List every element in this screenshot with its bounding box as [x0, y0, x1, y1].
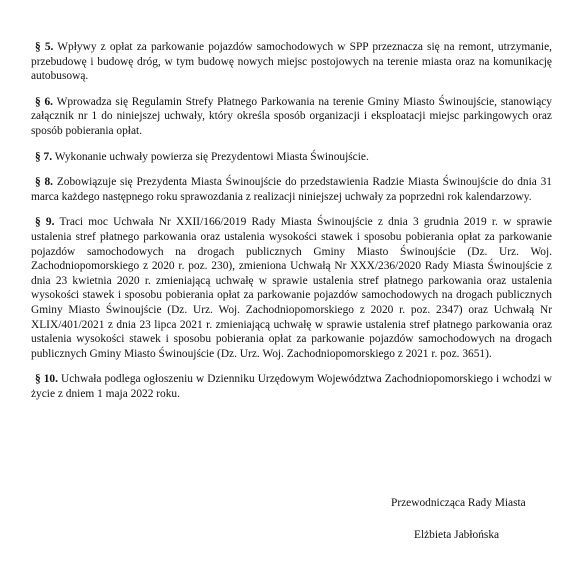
- paragraph-section-7: [31, 150, 552, 165]
- signatory-name: Elżbieta Jabłońska: [414, 529, 500, 541]
- paragraph-section-9: [31, 215, 552, 361]
- section-text: Zobowiązuje się Prezydenta Miasta Świnoujście do przedstawienia Radzie Miasta Świnoujście do dnia 31 marca każdego następnego roku sprawozdania z realizacji niniejszej uchwały za poprzedni rok kalendarzowy.: [31, 176, 552, 203]
- section-text: Traci moc Uchwała Nr XXII/166/2019 Rady Miasta Świnoujście z dnia 3 grudnia 2019 r. w sprawie ustalenia stref płatnego parkowania oraz ustalenia wysokości stawek i sposobu pobierania opłat za parkowanie pojazdów samochodowych na drogach publicznych Gminy Miasto Świnoujście (Dz. Urz. Woj. Zachodniopomorskiego z 2020 r. poz. 230), zmieniona Uchwałą Nr XXX/236/2020 Rady Miasta Świnoujście z dnia 23 kwietnia 2020 r. zmieniającą uchwałę w sprawie ustalenia stref płatnego parkowania oraz ustalenia wysokości stawek i sposobu pobierania opłat za parkowanie pojazdów samochodowych na drogach publicznych Gminy Miasto Świnoujście (Dz. Urz. Woj. Zachodniopomorskiego z 2020 r. poz. 2347) oraz Uchwałą Nr XLIX/401/2021 z dnia 23 lipca 2021 r. zmieniającą uchwałę w sprawie ustalenia stref płatnego parkowania oraz ustalenia wysokości stawek i sposobu pobierania opłat za parkowanie pojazdów samochodowych na drogach publicznych Gminy Miasto Świnoujście (Dz. Urz. Woj. Zachodniopomorskiego z 2021 r. poz. 3651).: [31, 216, 552, 360]
- signatory-title: Przewodnicząca Rady Miasta: [391, 497, 526, 509]
- section-text: Wpływy z opłat za parkowanie pojazdów samochodowych w SPP przeznacza się na remont, utrzymanie, przebudowę i budowę dróg, w tym budowę nowych miejsc postojowych na terenie miasta oraz na komunikację autobusową.: [31, 41, 552, 83]
- section-number: § 7.: [35, 150, 53, 163]
- section-text: Uchwała podlega ogłoszeniu w Dzienniku Urzędowym Województwa Zachodniopomorskiego i wchodzi w życie z dniem 1 maja 2022 roku.: [31, 373, 552, 400]
- document-body: [31, 40, 552, 412]
- section-number: § 10.: [35, 373, 58, 386]
- section-text: Wprowadza się Regulamin Strefy Płatnego Parkowania na terenie Gminy Miasto Świnoujście, stanowiący załącznik nr 1 do niniejszej uchwały, który określa sposób organizacji i eksploatacji miejsc parkingowych oraz sposób pobierania opłat.: [31, 95, 552, 137]
- section-number: § 8.: [35, 176, 54, 189]
- paragraph-section-8: [31, 175, 552, 204]
- section-text: Wykonanie uchwały powierza się Prezydentowi Miasta Świnoujście.: [54, 150, 369, 163]
- paragraph-section-10: [31, 372, 552, 401]
- section-number: § 6.: [35, 95, 54, 108]
- section-number: § 5.: [35, 41, 54, 53]
- paragraph-section-6: [31, 95, 552, 139]
- paragraph-section-5: [31, 40, 552, 84]
- section-number: § 9.: [35, 216, 55, 229]
